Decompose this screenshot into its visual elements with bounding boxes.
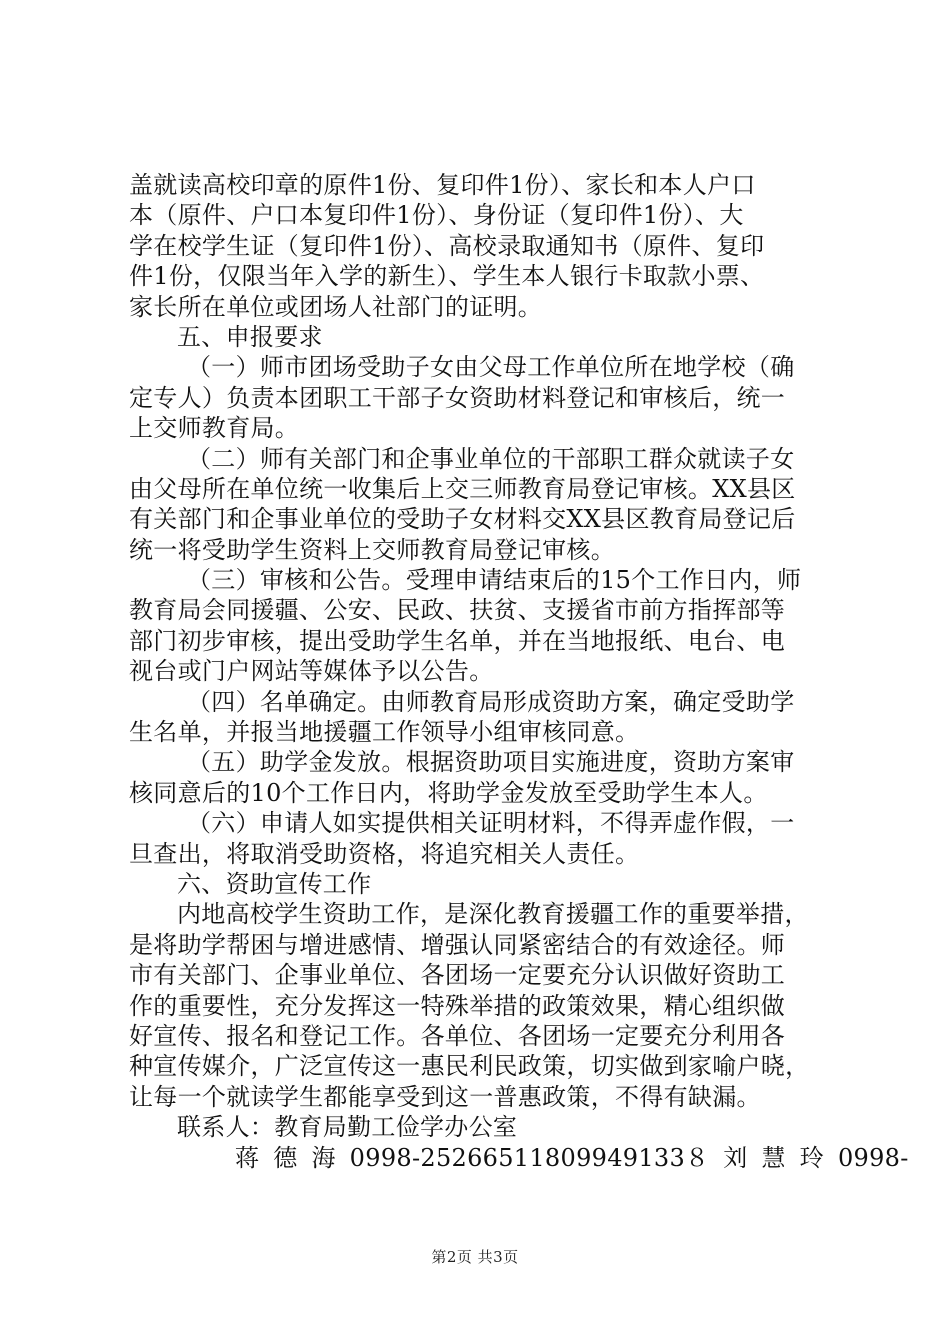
text-line: 生名单，并报当地援疆工作领导小组审核同意。 bbox=[129, 718, 640, 747]
text-line: 让每一个就读学生都能享受到这一普惠政策，不得有缺漏。 bbox=[129, 1082, 761, 1111]
text-line: 由父母所在单位统一收集后上交三师教育局登记审核。XX县区 bbox=[129, 474, 796, 503]
text-line: 是将助学帮困与增进感情、增强认同紧密结合的有效途径。师 bbox=[129, 930, 786, 959]
text-line: 蒋 德 海 0998-25266511809949133８ 刘 慧 玲 0998- bbox=[235, 1143, 909, 1172]
text-line: 好宣传、报名和登记工作。各单位、各团场一定要充分利用各 bbox=[129, 1021, 786, 1050]
text-line: 本（原件、户口本复印件1份）、身份证（复印件1份）、大 bbox=[129, 201, 744, 230]
text-line: （一）师市团场受助子女由父母工作单位所在地学校（确 bbox=[187, 353, 795, 382]
text-line: （二）师有关部门和企事业单位的干部职工群众就读子女 bbox=[187, 444, 795, 473]
text-line: 市有关部门、企事业单位、各团场一定要充分认识做好资助工 bbox=[129, 961, 786, 990]
page-footer: 第2页 共3页 bbox=[431, 1248, 519, 1266]
text-line: 六、资助宣传工作 bbox=[177, 869, 372, 898]
text-line: 内地高校学生资助工作，是深化教育援疆工作的重要举措， bbox=[177, 900, 809, 929]
text-line: 有关部门和企事业单位的受助子女材料交XX县区教育局登记后 bbox=[129, 505, 796, 534]
text-line: （五）助学金发放。根据资助项目实施进度，资助方案审 bbox=[187, 748, 795, 777]
text-line: 旦查出，将取消受助资格，将追究相关人责任。 bbox=[129, 839, 640, 868]
document-body bbox=[129, 170, 909, 1173]
text-line: 种宣传媒介，广泛宣传这一惠民利民政策，切实做到家喻户晓， bbox=[129, 1052, 810, 1081]
text-line: 学在校学生证（复印件1份）、高校录取通知书（原件、复印 bbox=[129, 231, 765, 260]
text-line: 件1份，仅限当年入学的新生）、学生本人银行卡取款小票、 bbox=[129, 262, 765, 291]
text-line: （三）审核和公告。受理申请结束后的15个工作日内，师 bbox=[187, 566, 802, 595]
text-line: 定专人）负责本团职工干部子女资助材料登记和审核后，统一 bbox=[129, 383, 786, 412]
text-line: 盖就读高校印章的原件1份、复印件1份）、家长和本人户口 bbox=[129, 171, 756, 199]
text-line: 核同意后的10个工作日内，将助学金发放至受助学生本人。 bbox=[129, 778, 768, 807]
text-line: 联系人：教育局勤工俭学办公室 bbox=[177, 1113, 518, 1142]
text-line: 视台或门户网站等媒体予以公告。 bbox=[129, 657, 494, 686]
text-line: 部门初步审核，提出受助学生名单，并在当地报纸、电台、电 bbox=[129, 626, 786, 655]
text-line: （四）名单确定。由师教育局形成资助方案，确定受助学 bbox=[187, 687, 795, 716]
text-line: （六）申请人如实提供相关证明材料，不得弄虚作假，一 bbox=[187, 809, 795, 838]
text-line: 统一将受助学生资料上交师教育局登记审核。 bbox=[129, 535, 615, 564]
text-line: 家长所在单位或团场人社部门的证明。 bbox=[129, 292, 543, 321]
text-line: 上交师教育局。 bbox=[129, 414, 300, 443]
text-line: 教育局会同援疆、公安、民政、扶贫、支援省市前方指挥部等 bbox=[129, 596, 786, 625]
text-line: 作的重要性，充分发挥这一特殊举措的政策效果，精心组织做 bbox=[129, 991, 786, 1020]
text-line: 五、申报要求 bbox=[177, 322, 323, 351]
